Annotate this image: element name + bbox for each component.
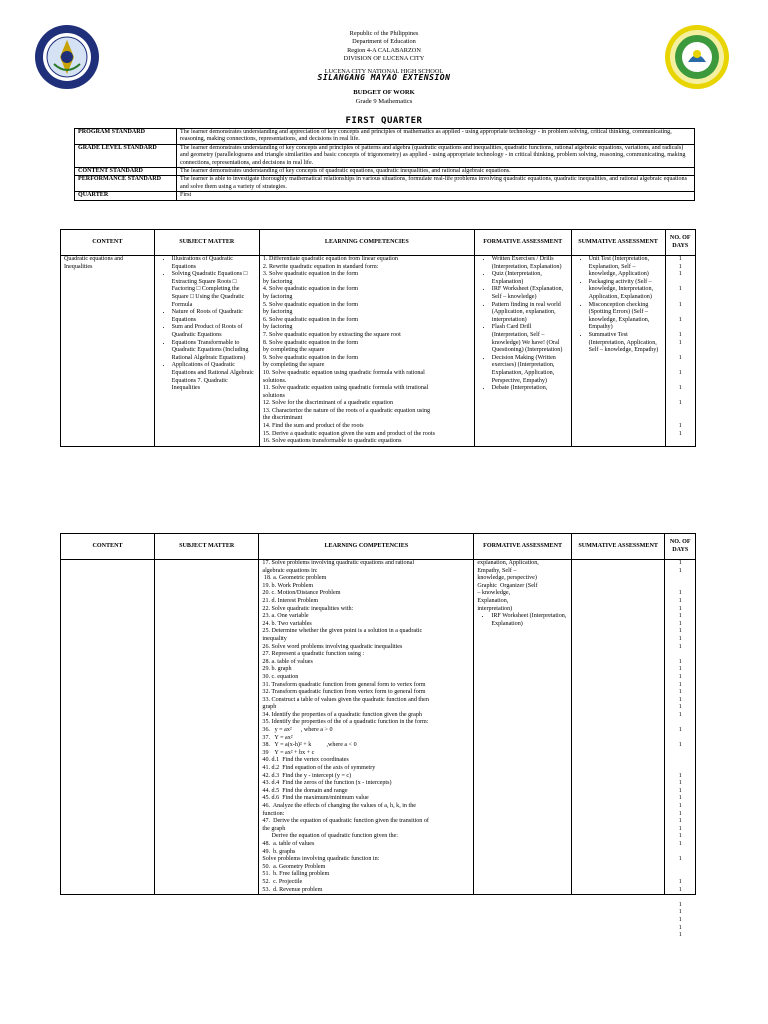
day-count: 1 xyxy=(678,339,682,346)
formative-item: • Debate (Interpretation, xyxy=(492,385,568,393)
day-count xyxy=(668,750,692,758)
day-count: 1 xyxy=(678,681,682,688)
standard-row xyxy=(75,192,695,200)
days-list xyxy=(669,256,693,437)
competency-line: 5. Solve quadratic equation in the form xyxy=(262,301,359,308)
formative-line: Graphic Organizer (Self xyxy=(477,582,538,589)
day-count: 1 xyxy=(678,354,682,361)
formative-cell xyxy=(474,256,571,447)
day-count: 1 xyxy=(678,803,682,809)
col-header-subject: SUBJECT MATTER xyxy=(154,230,259,256)
competency-line: 48. a. table of values xyxy=(262,840,315,847)
formative-list xyxy=(477,613,568,628)
standard-row xyxy=(75,176,695,192)
competency-line: 25. Determine whether the given point is a solution in a quadratic xyxy=(262,628,423,635)
content-cell xyxy=(61,560,155,895)
col-header-subject: SUBJECT MATTER xyxy=(155,534,259,560)
day-count: 1 xyxy=(678,787,682,794)
competency-line: 22. Solve quadratic inequalities with: xyxy=(262,605,354,612)
competency-line: by factoring xyxy=(262,278,293,285)
col-header-content: CONTENT xyxy=(61,230,155,256)
subject-item: • Nature of Roots of Quadratic Equations xyxy=(172,309,256,324)
table-header-row xyxy=(61,534,696,560)
subject-cell xyxy=(155,560,259,895)
quarter-title: FIRST QUARTER xyxy=(345,116,423,126)
day-count: 1 xyxy=(678,856,682,863)
day-count: 1 xyxy=(678,423,682,430)
formative-line: knowledge, perspective) xyxy=(477,575,537,582)
formative-item: • IRF Worksheet (Explanation, Self – knowledge) xyxy=(492,286,568,301)
day-count: 1 xyxy=(678,271,682,278)
competency-line: 21. d. Interest Problem xyxy=(262,597,319,604)
day-count: 1 xyxy=(678,727,682,734)
school-extension: SILANGANG MAYAO EXTENSION xyxy=(317,73,451,82)
formative-item: • Flash Card Drill (Interpretation, Self – knowledge) We have! (Oral Questioning) (Interpretation) xyxy=(492,324,568,354)
header-school: LUCENA CITY NATIONAL HIGH SCHOOL xyxy=(324,67,444,75)
competency-line: 50. a. Geometry Problem xyxy=(262,863,326,870)
competency-line: 43. d.4 Find the zeros of the function (x - intercepts) xyxy=(262,780,392,787)
day-count xyxy=(669,279,693,287)
day-count: 1 xyxy=(678,331,682,338)
day-count: 1 xyxy=(678,901,682,908)
competency-line: 33. Construct a table of values given the quadratic function and then xyxy=(262,696,429,703)
col-header-competencies: LEARNING COMPETENCIES xyxy=(259,230,474,256)
day-count xyxy=(668,849,692,857)
competency-line: by completing the square xyxy=(262,347,325,354)
competency-line: 47. Derive the equation of quadratic function given the transition of xyxy=(262,818,429,825)
col-header-formative: FORMATIVE ASSESSMENT xyxy=(474,230,571,256)
day-count: 1 xyxy=(678,916,682,923)
day-count xyxy=(669,309,693,317)
competency-line: by factoring xyxy=(262,324,293,331)
day-count xyxy=(669,378,693,386)
formative-continued xyxy=(477,560,568,613)
competency-line: 8. Solve quadratic equation in the form xyxy=(262,339,359,346)
day-count: 1 xyxy=(678,772,682,779)
summative-list xyxy=(575,256,662,355)
summative-item: • Misconception checking (Spotting Errors) (Self – knowledge, Explanation, Empathy) xyxy=(589,302,662,332)
day-count xyxy=(668,583,692,591)
competencies-cell xyxy=(259,256,474,447)
day-count: 1 xyxy=(678,818,682,825)
competency-line: 7. Solve quadratic equation by extracting the square root xyxy=(262,331,401,338)
formative-item: • Quiz (Interpretation, Explanation) xyxy=(492,271,568,286)
day-count: 1 xyxy=(678,909,682,916)
competency-line: 17. Solve problems involving quadratic equations and rational xyxy=(262,560,415,566)
summative-item: • Summative Test (Interpretation, Application, Self – knowledge, Empathy) xyxy=(589,332,662,355)
competency-line: inequality xyxy=(262,635,287,642)
standard-row xyxy=(75,168,695,176)
competency-line: 2. Rewrite quadratic equation in standard form: xyxy=(262,263,379,270)
formative-list xyxy=(478,256,568,393)
competency-line: 27. Represent a quadratic function using : xyxy=(262,651,365,658)
day-count xyxy=(669,347,693,355)
budget-table-2 xyxy=(60,533,696,939)
days-list xyxy=(668,560,692,939)
formative-line: – knowledge, xyxy=(477,590,511,597)
day-count: 1 xyxy=(678,658,682,665)
day-count xyxy=(669,438,693,446)
day-count: 1 xyxy=(678,840,682,847)
budget-table-1 xyxy=(60,229,696,447)
day-count: 1 xyxy=(678,924,682,931)
day-count: 1 xyxy=(678,742,682,749)
day-count: 1 xyxy=(678,689,682,696)
day-count: 1 xyxy=(678,673,682,680)
competency-line: 14. Find the sum and product of the roots xyxy=(262,423,364,430)
subject-list xyxy=(158,256,256,393)
competency-line: 16. Solve equations transformable to quadratic equations xyxy=(262,438,402,445)
day-count: 1 xyxy=(678,256,682,262)
day-count: 1 xyxy=(678,286,682,293)
competency-line: graph xyxy=(262,704,277,711)
competency-line: 4. Solve quadratic equation in the form xyxy=(262,286,359,293)
summative-item: • Unit Test (Interpretation, Explanation, Self – knowledge, Application) xyxy=(589,256,662,279)
formative-line: explanation, Application, xyxy=(477,560,539,566)
competency-line: 29. b. graph xyxy=(262,666,292,673)
competency-line: 13. Characterize the nature of the roots of a quadratic equation using xyxy=(262,407,431,414)
day-count: 1 xyxy=(678,635,682,642)
content-cell: Quadratic equations and Inequalities xyxy=(61,256,155,447)
competency-line: 24. b. Two variables xyxy=(262,620,312,627)
competency-line: function: xyxy=(262,810,285,817)
day-count xyxy=(668,651,692,659)
subject-item: • Applications of Quadratic Equations and Rational Algebraic Equations 7. Quadratic Inequalities xyxy=(172,362,256,392)
day-count: 1 xyxy=(678,711,682,718)
day-count: 1 xyxy=(678,696,682,703)
doc-title-block xyxy=(0,89,768,106)
day-count: 1 xyxy=(678,825,682,832)
day-count: 1 xyxy=(678,301,682,308)
table-row xyxy=(61,256,696,447)
competency-line: 12. Solve for the discriminant of a quadratic equation xyxy=(262,400,393,407)
standards-table xyxy=(74,128,695,201)
day-count xyxy=(669,408,693,416)
col-header-summative: SUMMATIVE ASSESSMENT xyxy=(571,230,665,256)
day-count xyxy=(668,757,692,765)
header-block xyxy=(0,30,768,76)
standard-row xyxy=(75,129,695,145)
standard-text: The learner demonstrates understanding of key concepts and principles of patterns and algebra (quadratic equations and inequalities, quadratic functions, rational algebraic equations, variations, and radicals) and geometry (parallelograms and triangle similarities and basic concepts of trigonometry) as applied - using appropriate technology - in critical thinking, problem solving, reasoning, communicating, making connections, representations, and decisions in real life. xyxy=(177,144,695,167)
header-republic: Republic of the Philippines xyxy=(349,30,419,37)
day-count xyxy=(668,894,692,902)
competency-line: by factoring xyxy=(262,309,293,316)
day-count xyxy=(669,324,693,332)
competency-line: 30. c. equation xyxy=(262,673,299,680)
days-cell xyxy=(665,256,696,447)
subject-cell xyxy=(154,256,259,447)
day-count xyxy=(668,575,692,583)
competency-line: algebraic equations in: xyxy=(262,567,318,574)
standard-text: The learner demonstrates understanding and appreciation of key concepts and principles of mathematics as applied - using appropriate technology - in problem solving, critical thinking, communicating, reasoning, making connections, representations, and decisions in real life. xyxy=(177,129,695,145)
col-header-formative: FORMATIVE ASSESSMENT xyxy=(474,534,572,560)
competency-line: 23. a. One variable xyxy=(262,613,309,620)
header-division: DIVISION OF LUCENA CITY xyxy=(343,55,425,63)
subject-item: • Sum and Product of Roots of Quadratic Equations xyxy=(172,324,256,339)
day-count: 1 xyxy=(678,810,682,817)
competencies-list xyxy=(262,560,470,894)
day-count: 1 xyxy=(678,430,682,437)
day-count: 1 xyxy=(678,597,682,604)
competency-line: by factoring xyxy=(262,293,293,300)
day-count xyxy=(668,871,692,879)
col-header-content: CONTENT xyxy=(61,534,155,560)
day-count: 1 xyxy=(678,795,682,802)
standard-text: The learner is able to investigate thoroughly mathematical relationships in various situations, formulate real-life problems involving quadratic equations, quadratic inequalities, and rational algebraic equations and solve them using a variety of strategies. xyxy=(177,176,695,192)
day-count xyxy=(669,294,693,302)
competency-line: 11. Solve quadratic equation using quadratic formula with irrational xyxy=(262,385,429,392)
day-count: 1 xyxy=(678,613,682,620)
day-count: 1 xyxy=(678,369,682,376)
competency-line: 49. b. graphs xyxy=(262,848,296,855)
standard-label: QUARTER xyxy=(75,192,177,200)
day-count xyxy=(668,719,692,727)
competency-line: solutions. xyxy=(262,377,287,384)
formative-line: interpretation) xyxy=(477,605,513,612)
formative-item: • Decision Making (Written exercises) (Interpretation, Explanation, Application, Perspective, Empathy) xyxy=(492,355,568,385)
standard-label: CONTENT STANDARD xyxy=(75,168,177,176)
competency-line: 26. Solve word problems involving quadratic inequalities xyxy=(262,643,403,650)
competency-line: the graph xyxy=(262,825,286,832)
day-count: 1 xyxy=(678,878,682,885)
doc-subject: Grade 9 Mathematics xyxy=(355,97,413,105)
standard-label: GRADE LEVEL STANDARD xyxy=(75,144,177,167)
day-count: 1 xyxy=(678,932,682,939)
competency-line: Derive the equation of quadratic function given the: xyxy=(262,833,398,840)
standard-text: The learner demonstrates understanding of key concepts of quadratic equations, quadratic inequalities, and rational algebraic equations. xyxy=(177,168,695,176)
subject-item: • Solving Quadratic Equations □ Extracting Square Roots □ Factoring □ Completing the Square □ Using the Quadratic Formula xyxy=(172,271,256,309)
competency-line: Solve problems involving quadratic function in: xyxy=(262,856,380,863)
day-count: 1 xyxy=(678,620,682,627)
day-count: 1 xyxy=(678,560,682,566)
day-count: 1 xyxy=(678,567,682,574)
day-count: 1 xyxy=(678,605,682,612)
competency-line: 10. Solve quadratic equation using quadratic formula with rational xyxy=(262,369,425,376)
days-cell xyxy=(665,560,696,939)
competency-line: 9. Solve quadratic equation in the form xyxy=(262,354,359,361)
competency-line: 44. d.5 Find the domain and range xyxy=(262,787,348,794)
competency-line: 6. Solve quadratic equation in the form xyxy=(262,316,359,323)
competency-line: 1. Differentiate quadratic equation from linear equation xyxy=(262,256,398,262)
competency-line: 34. Identify the properties of a quadratic function given the graph xyxy=(262,711,422,718)
day-count: 1 xyxy=(678,833,682,840)
table-row xyxy=(61,560,696,895)
competency-line: 36. y = ax² , where a > 0 xyxy=(262,727,333,734)
day-count: 1 xyxy=(678,643,682,650)
competency-line: 19. b. Work Problem xyxy=(262,582,314,589)
formative-line: Explanation, xyxy=(477,597,509,604)
day-count: 1 xyxy=(678,666,682,673)
day-count xyxy=(668,735,692,743)
formative-item: • Pattern finding in real world (Application, explanation, interpretation) xyxy=(492,302,568,325)
competency-line: the discriminant xyxy=(262,415,303,422)
day-count: 1 xyxy=(678,590,682,597)
col-header-days: NO. OF DAYS xyxy=(665,230,696,256)
competency-line: by completing the square xyxy=(262,362,325,369)
competencies-cell xyxy=(259,560,474,895)
competency-line: 45. d.6 Find the maximum/minimum value xyxy=(262,795,369,802)
day-count: 1 xyxy=(678,780,682,787)
competency-line: 18. a. Geometric problem xyxy=(262,575,327,582)
competency-line: 28. a. table of values xyxy=(262,658,313,665)
day-count: 1 xyxy=(678,316,682,323)
day-count xyxy=(669,393,693,401)
competency-line: 3. Solve quadratic equation in the form xyxy=(262,271,359,278)
summative-item: • Packaging activity (Self – knowledge, Interpretation, Application, Explanation) xyxy=(589,279,662,302)
standard-label: PROGRAM STANDARD xyxy=(75,129,177,145)
day-count xyxy=(668,864,692,872)
competency-line: 20. c. Motion/Distance Problem xyxy=(262,590,341,597)
formative-cell xyxy=(474,560,572,895)
competency-line: 53. d. Revenue problem xyxy=(262,886,323,893)
col-header-summative: SUMMATIVE ASSESSMENT xyxy=(571,534,665,560)
subject-item: • Equations Transformable to Quadratic Equations (Including Rational Algebraic Equations) xyxy=(172,340,256,363)
day-count: 1 xyxy=(678,886,682,893)
competency-line: 15. Derive a quadratic equation given the sum and product of the roots xyxy=(262,430,435,437)
standard-text: First xyxy=(177,192,695,200)
competency-line: 32. Transform quadratic function from vertex form to general form xyxy=(262,689,426,696)
competency-line: 35. Identify the properties of the of a quadratic function in the form: xyxy=(262,719,429,726)
competency-line: 31. Transform quadratic function from general form to vertex form xyxy=(262,681,426,688)
competency-line: 37. Y = ax² xyxy=(262,734,293,741)
summative-cell xyxy=(571,256,665,447)
day-count: 1 xyxy=(678,628,682,635)
formative-line: Empathy, Self – xyxy=(477,567,517,574)
competencies-list xyxy=(263,256,471,446)
day-count: 1 xyxy=(678,400,682,407)
table-header-row xyxy=(61,230,696,256)
header-region: Region 4-A CALABARZON xyxy=(347,46,421,54)
day-count: 1 xyxy=(678,263,682,270)
competency-line: 40. d.1 Find the vertex coordinates xyxy=(262,757,349,764)
col-header-competencies: LEARNING COMPETENCIES xyxy=(259,534,474,560)
day-count xyxy=(669,415,693,423)
standard-row xyxy=(75,144,695,167)
competency-line: 41. d.2 Find equation of the axis of symmetry xyxy=(262,765,376,772)
day-count: 1 xyxy=(678,704,682,711)
competency-line: 42. d.3 Find the y - intercept (y = c) xyxy=(262,772,352,779)
competency-line: 46. Analyze the effects of changing the values of a, h, k, in the xyxy=(262,803,416,809)
competency-line: 39 Y = ax² + bx + c xyxy=(262,749,315,756)
col-header-days: NO. OF DAYS xyxy=(665,534,696,560)
competency-line: 38. Y = a(x-h)² + k ,where a < 0 xyxy=(262,742,357,749)
competency-line: 52. c. Projectile xyxy=(262,878,303,885)
day-count xyxy=(669,362,693,370)
doc-title: BUDGET OF WORK xyxy=(353,89,415,96)
competency-line: 51. b. Free falling problem xyxy=(262,871,330,878)
competency-line: solutions xyxy=(262,392,285,399)
subject-item: • Illustrations of Quadratic Equations xyxy=(172,256,256,271)
day-count xyxy=(668,765,692,773)
formative-item: • Written Exercises / Drills (Interpretation, Explanation) xyxy=(492,256,568,271)
formative-item: • IRF Worksheet (Interpretation, Explanation) xyxy=(491,613,568,628)
standard-label: PERFORMANCE STANDARD xyxy=(75,176,177,192)
day-count: 1 xyxy=(678,385,682,392)
header-deped: Department of Education xyxy=(352,38,416,46)
summative-cell xyxy=(571,560,665,895)
